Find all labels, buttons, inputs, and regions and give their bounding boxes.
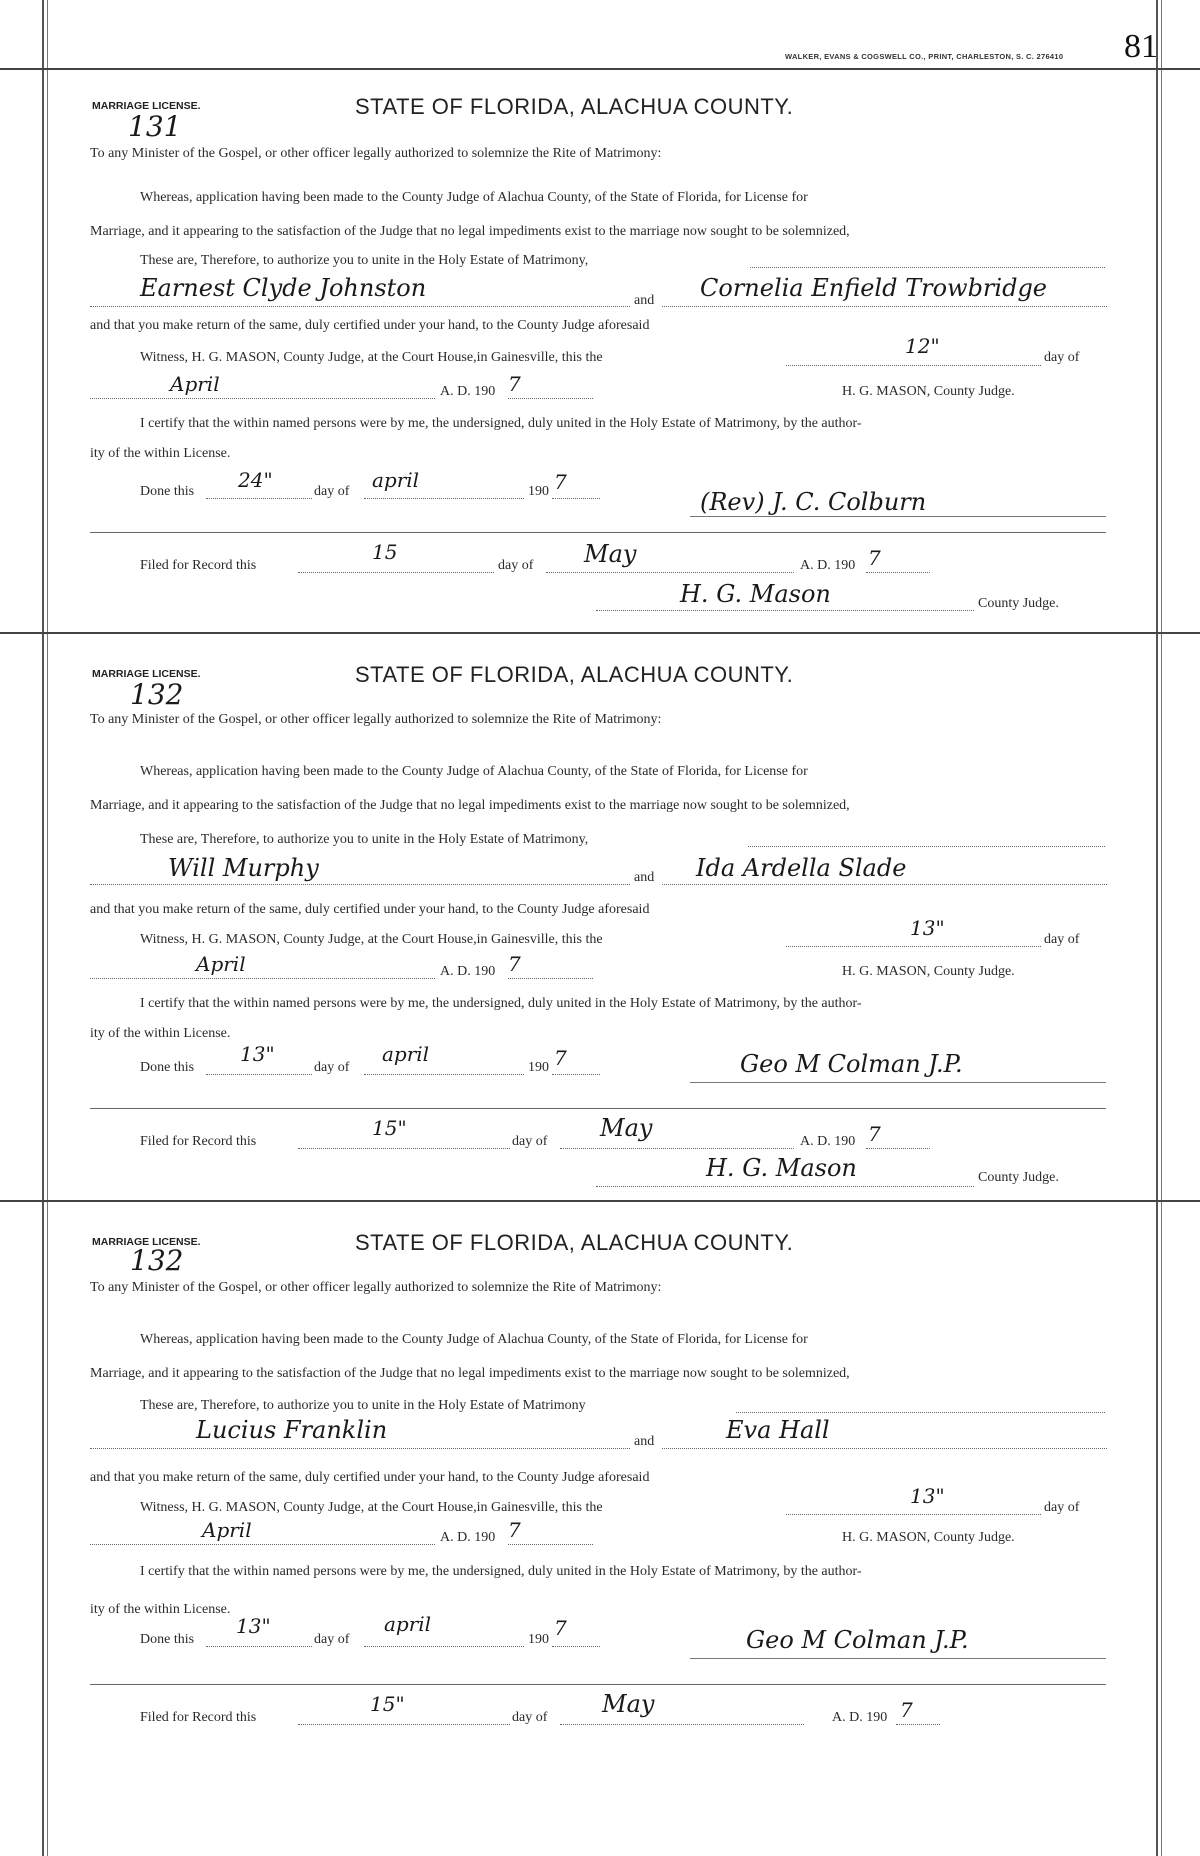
- fill-line: [560, 1724, 804, 1725]
- fill-line: [552, 1646, 600, 1647]
- and-word: and: [634, 293, 655, 308]
- done-day-of: day of: [314, 1632, 350, 1647]
- fill-line: [552, 498, 600, 499]
- return-line: and that you make return of the same, duly certified under your hand, to the County Judge aforesaid: [90, 1470, 650, 1485]
- page-number: 81: [1124, 28, 1158, 65]
- witness-line: Witness, H. G. MASON, County Judge, at the Court House,in Gainesville, this the: [140, 932, 603, 947]
- done-year-prefix: 190: [528, 1632, 549, 1647]
- groom-name: Earnest Clyde Johnston: [140, 274, 427, 302]
- license-number: 132: [130, 1244, 184, 1277]
- fill-line: [206, 1646, 312, 1647]
- bride-name: Eva Hall: [726, 1416, 830, 1444]
- fill-line: [552, 1074, 600, 1075]
- right-margin-rule-inner: [1161, 0, 1162, 1856]
- right-margin-rule: [1156, 0, 1158, 1856]
- county-judge-label: County Judge.: [978, 1170, 1059, 1185]
- signature-line: [690, 516, 1106, 517]
- fill-line: [90, 978, 435, 979]
- done-month: april: [382, 1042, 430, 1066]
- these-are-line: These are, Therefore, to authorize you to unite in the Holy Estate of Matrimony: [140, 1398, 586, 1413]
- done-label: Done this: [140, 1632, 195, 1647]
- groom-name: Lucius Franklin: [196, 1416, 388, 1444]
- judge-print: H. G. MASON, County Judge.: [842, 1530, 1015, 1545]
- witness-year: 7: [508, 372, 521, 396]
- license-number: 131: [128, 110, 182, 143]
- license-number: 132: [130, 678, 184, 711]
- filed-ad: A. D. 190: [800, 1134, 856, 1149]
- and-word: and: [634, 1434, 655, 1449]
- fill-line: [748, 846, 1105, 847]
- fill-line: [90, 398, 435, 399]
- address-line: To any Minister of the Gospel, or other officer legally authorized to solemnize the Rite of Matrimony:: [90, 712, 662, 727]
- printer-imprint: WALKER, EVANS & COGSWELL CO., PRINT, CHARLESTON, S. C. 276410: [785, 52, 1064, 61]
- day-of-label: day of: [1044, 932, 1080, 947]
- filed-month: May: [584, 540, 637, 568]
- filed-month: May: [602, 1690, 655, 1718]
- fill-line: [90, 1544, 435, 1545]
- witness-day: 13": [910, 1484, 945, 1508]
- return-line: and that you make return of the same, duly certified under your hand, to the County Judge aforesaid: [90, 902, 650, 917]
- bride-name: Ida Ardella Slade: [696, 854, 907, 882]
- fill-line: [298, 1148, 510, 1149]
- fill-line: [866, 572, 930, 573]
- filed-ad: A. D. 190: [832, 1710, 888, 1725]
- fill-line: [206, 1074, 312, 1075]
- fill-line: [90, 306, 630, 307]
- fill-line: [364, 498, 524, 499]
- filed-separator: [90, 1108, 1106, 1109]
- officiant-signature: (Rev) J. C. Colburn: [700, 488, 927, 516]
- fill-line: [596, 610, 974, 611]
- fill-line: [786, 946, 1041, 947]
- done-day: 13": [236, 1614, 271, 1638]
- day-of-label: day of: [1044, 1500, 1080, 1515]
- judge-signature: H. G. Mason: [680, 580, 831, 608]
- fill-line: [90, 1448, 630, 1449]
- whereas-line-2: Marriage, and it appearing to the satisfaction of the Judge that no legal impediments exist to the marriage now sought to be solemnized,: [90, 224, 850, 239]
- witness-day: 12": [905, 334, 940, 358]
- ad-label: A. D. 190: [440, 964, 496, 979]
- done-label: Done this: [140, 484, 195, 499]
- left-margin-rule: [42, 0, 44, 1856]
- fill-line: [206, 498, 312, 499]
- license-label: MARRIAGE LICENSE.: [92, 100, 201, 112]
- signature-line: [690, 1658, 1106, 1659]
- filed-label: Filed for Record this: [140, 1134, 257, 1149]
- officiant-signature: Geo M Colman J.P.: [740, 1050, 963, 1078]
- done-year: 7: [554, 470, 567, 494]
- certify-line-2: ity of the within License.: [90, 1026, 231, 1041]
- witness-month: April: [196, 952, 246, 976]
- judge-signature: H. G. Mason: [706, 1154, 857, 1182]
- fill-line: [90, 884, 630, 885]
- license-title: STATE OF FLORIDA, ALACHUA COUNTY.: [355, 662, 794, 687]
- done-day: 13": [240, 1042, 275, 1066]
- fill-line: [662, 306, 1107, 307]
- fill-line: [786, 1514, 1041, 1515]
- signature-line: [690, 1082, 1106, 1083]
- witness-month: April: [170, 372, 220, 396]
- fill-line: [508, 978, 593, 979]
- fill-line: [866, 1148, 930, 1149]
- left-margin-rule-inner: [47, 0, 48, 1856]
- bride-name: Cornelia Enfield Trowbridge: [700, 274, 1048, 302]
- fill-line: [750, 267, 1105, 268]
- filed-day: 15": [370, 1692, 405, 1716]
- whereas-line-1: Whereas, application having been made to the County Judge of Alachua County, of the State of Florida, for License for: [140, 764, 808, 779]
- certify-line-1: I certify that the within named persons were by me, the undersigned, duly united in the Holy Estate of Matrimony, by the author-: [140, 1564, 862, 1579]
- fill-line: [596, 1186, 974, 1187]
- witness-year: 7: [508, 952, 521, 976]
- witness-day: 13": [910, 916, 945, 940]
- whereas-line-2: Marriage, and it appearing to the satisfaction of the Judge that no legal impediments exist to the marriage now sought to be solemnized,: [90, 798, 850, 813]
- day-of-label: day of: [1044, 350, 1080, 365]
- fill-line: [896, 1724, 940, 1725]
- filed-day-of: day of: [512, 1134, 548, 1149]
- license-title: STATE OF FLORIDA, ALACHUA COUNTY.: [355, 94, 794, 119]
- done-year-prefix: 190: [528, 1060, 549, 1075]
- witness-line: Witness, H. G. MASON, County Judge, at the Court House,in Gainesville, this the: [140, 350, 603, 365]
- fill-line: [662, 1448, 1107, 1449]
- witness-month: April: [202, 1518, 252, 1542]
- filed-ad: A. D. 190: [800, 558, 856, 573]
- certify-line-1: I certify that the within named persons were by me, the undersigned, duly united in the Holy Estate of Matrimony, by the author-: [140, 996, 862, 1011]
- filed-day: 15: [372, 540, 398, 564]
- whereas-line-2: Marriage, and it appearing to the satisfaction of the Judge that no legal impediments exist to the marriage now sought to be solemnized,: [90, 1366, 850, 1381]
- done-day-of: day of: [314, 1060, 350, 1075]
- fill-line: [736, 1412, 1105, 1413]
- county-judge-label: County Judge.: [978, 596, 1059, 611]
- address-line: To any Minister of the Gospel, or other officer legally authorized to solemnize the Rite of Matrimony:: [90, 146, 662, 161]
- filed-year: 7: [868, 1122, 881, 1146]
- witness-line: Witness, H. G. MASON, County Judge, at the Court House,in Gainesville, this the: [140, 1500, 603, 1515]
- and-word: and: [634, 870, 655, 885]
- done-year: 7: [554, 1616, 567, 1640]
- certify-line-2: ity of the within License.: [90, 1602, 231, 1617]
- done-day: 24": [238, 468, 273, 492]
- ad-label: A. D. 190: [440, 384, 496, 399]
- done-day-of: day of: [314, 484, 350, 499]
- filed-day-of: day of: [512, 1710, 548, 1725]
- header-rule: [0, 68, 1200, 70]
- filed-label: Filed for Record this: [140, 558, 257, 573]
- filed-day-of: day of: [498, 558, 534, 573]
- these-are-line: These are, Therefore, to authorize you to unite in the Holy Estate of Matrimony,: [140, 253, 589, 268]
- officiant-signature: Geo M Colman J.P.: [746, 1626, 969, 1654]
- fill-line: [786, 365, 1041, 366]
- certify-line-2: ity of the within License.: [90, 446, 231, 461]
- fill-line: [298, 1724, 510, 1725]
- fill-line: [508, 1544, 593, 1545]
- judge-print: H. G. MASON, County Judge.: [842, 384, 1015, 399]
- done-month: april: [372, 468, 420, 492]
- license-divider: [0, 1200, 1200, 1202]
- filed-separator: [90, 1684, 1106, 1685]
- license-label: MARRIAGE LICENSE.: [92, 668, 201, 680]
- done-month: april: [384, 1612, 432, 1636]
- license-divider: [0, 632, 1200, 634]
- whereas-line-1: Whereas, application having been made to the County Judge of Alachua County, of the State of Florida, for License for: [140, 1332, 808, 1347]
- filed-day: 15": [372, 1116, 407, 1140]
- fill-line: [364, 1646, 524, 1647]
- filed-month: May: [600, 1114, 653, 1142]
- fill-line: [662, 884, 1107, 885]
- done-label: Done this: [140, 1060, 195, 1075]
- ad-label: A. D. 190: [440, 1530, 496, 1545]
- filed-separator: [90, 532, 1106, 533]
- filed-year: 7: [900, 1698, 913, 1722]
- fill-line: [298, 572, 494, 573]
- these-are-line: These are, Therefore, to authorize you to unite in the Holy Estate of Matrimony,: [140, 832, 589, 847]
- groom-name: Will Murphy: [168, 854, 319, 882]
- filed-year: 7: [868, 546, 881, 570]
- fill-line: [546, 572, 794, 573]
- witness-year: 7: [508, 1518, 521, 1542]
- return-line: and that you make return of the same, duly certified under your hand, to the County Judge aforesaid: [90, 318, 650, 333]
- fill-line: [560, 1148, 794, 1149]
- done-year-prefix: 190: [528, 484, 549, 499]
- address-line: To any Minister of the Gospel, or other officer legally authorized to solemnize the Rite of Matrimony:: [90, 1280, 662, 1295]
- license-title: STATE OF FLORIDA, ALACHUA COUNTY.: [355, 1230, 794, 1255]
- fill-line: [508, 398, 593, 399]
- filed-label: Filed for Record this: [140, 1710, 257, 1725]
- done-year: 7: [554, 1046, 567, 1070]
- judge-print: H. G. MASON, County Judge.: [842, 964, 1015, 979]
- whereas-line-1: Whereas, application having been made to the County Judge of Alachua County, of the State of Florida, for License for: [140, 190, 808, 205]
- certify-line-1: I certify that the within named persons were by me, the undersigned, duly united in the Holy Estate of Matrimony, by the author-: [140, 416, 862, 431]
- license-label: MARRIAGE LICENSE.: [92, 1236, 201, 1248]
- fill-line: [364, 1074, 524, 1075]
